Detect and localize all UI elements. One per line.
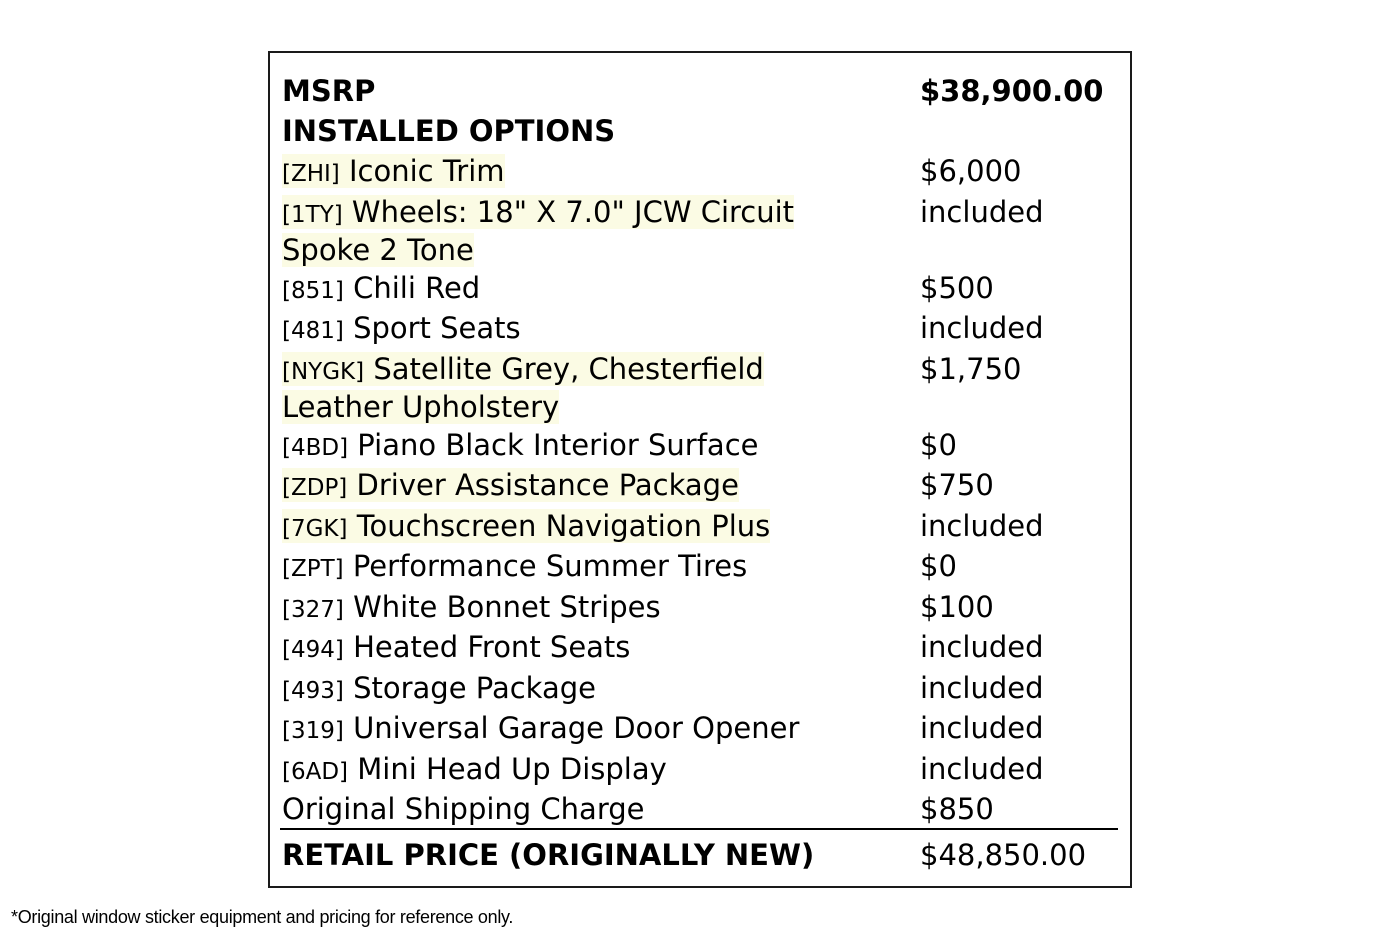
option-label: Universal Garage Door Opener <box>353 711 800 745</box>
option-code: [4BD] <box>282 434 349 461</box>
option-name <box>282 195 862 268</box>
option-price: included <box>920 711 1044 745</box>
option-label: Sport Seats <box>353 311 521 345</box>
option-text <box>282 671 596 705</box>
option-text <box>282 630 630 664</box>
option-code: [327] <box>282 596 344 623</box>
option-name <box>282 590 862 628</box>
option-price: included <box>920 508 1044 543</box>
option-label: Heated Front Seats <box>353 630 631 664</box>
option-label: Driver Assistance Package <box>356 468 739 502</box>
total-divider <box>280 828 1118 830</box>
option-text <box>282 428 758 462</box>
option-price: included <box>920 311 1044 345</box>
option-code: [6AD] <box>282 758 349 785</box>
option-text <box>282 271 480 305</box>
option-code: [ZHI] <box>282 161 340 187</box>
option-price: $6,000 <box>920 154 1022 188</box>
option-name <box>282 311 862 349</box>
option-name <box>282 428 862 466</box>
option-code: [1TY] <box>282 201 343 228</box>
option-name <box>282 630 862 668</box>
option-name <box>282 468 862 506</box>
option-label: Storage Package <box>353 670 596 705</box>
option-text <box>282 752 667 786</box>
option-label: Performance Summer Tires <box>352 549 748 583</box>
option-name <box>282 711 862 749</box>
option-text <box>282 154 505 188</box>
installed-options-heading: INSTALLED OPTIONS <box>282 114 616 148</box>
option-price: $100 <box>920 589 994 624</box>
option-name <box>282 352 862 425</box>
option-code: [851] <box>282 277 344 304</box>
option-name <box>282 752 862 790</box>
option-price: $750 <box>920 468 994 502</box>
option-name <box>282 671 862 709</box>
option-label: White Bonnet Stripes <box>353 589 661 624</box>
option-price: $0 <box>920 549 957 583</box>
shipping-label: Original Shipping Charge <box>282 792 645 826</box>
option-name <box>282 509 862 547</box>
retail-price-value: $48,850.00 <box>920 838 1087 872</box>
option-name <box>282 549 862 587</box>
option-name <box>282 271 862 309</box>
footnote: *Original window sticker equipment and pricing for reference only. <box>11 907 514 927</box>
option-name <box>282 154 862 192</box>
option-text <box>282 195 794 267</box>
option-code: [ZDP] <box>282 475 348 501</box>
option-code: [7GK] <box>282 515 348 542</box>
option-code: [493] <box>282 677 344 704</box>
retail-price-label: RETAIL PRICE (ORIGINALLY NEW) <box>282 838 815 872</box>
option-price: included <box>920 670 1044 705</box>
option-text <box>282 711 799 745</box>
option-text <box>282 468 739 502</box>
msrp-value: $38,900.00 <box>920 74 1104 108</box>
option-code: [319] <box>282 718 344 744</box>
shipping-value: $850 <box>920 792 994 826</box>
option-price: included <box>920 194 1044 229</box>
option-code: [NYGK] <box>282 358 365 385</box>
option-price: included <box>920 751 1044 786</box>
option-price: included <box>920 630 1044 664</box>
option-label: Piano Black Interior Surface <box>357 427 759 462</box>
option-price: $1,750 <box>920 351 1022 386</box>
window-sticker <box>268 51 1132 888</box>
option-price: $500 <box>920 270 994 305</box>
option-code: [ZPT] <box>282 556 344 582</box>
option-label: Satellite Grey, Chesterfield Leather Upholstery <box>282 351 764 424</box>
option-label: Chili Red <box>353 270 481 305</box>
option-text <box>282 311 521 345</box>
option-text <box>282 509 770 543</box>
option-code: [481] <box>282 318 344 344</box>
option-text <box>282 352 764 424</box>
option-price: $0 <box>920 427 957 462</box>
option-label: Mini Head Up Display <box>357 751 667 786</box>
option-code: [494] <box>282 637 344 663</box>
option-label: Iconic Trim <box>349 154 505 188</box>
option-text <box>282 590 661 624</box>
option-text <box>282 549 747 583</box>
option-label: Wheels: 18" X 7.0" JCW Circuit Spoke 2 Tone <box>282 194 795 267</box>
msrp-label: MSRP <box>282 74 376 108</box>
option-label: Touchscreen Navigation Plus <box>356 508 771 543</box>
